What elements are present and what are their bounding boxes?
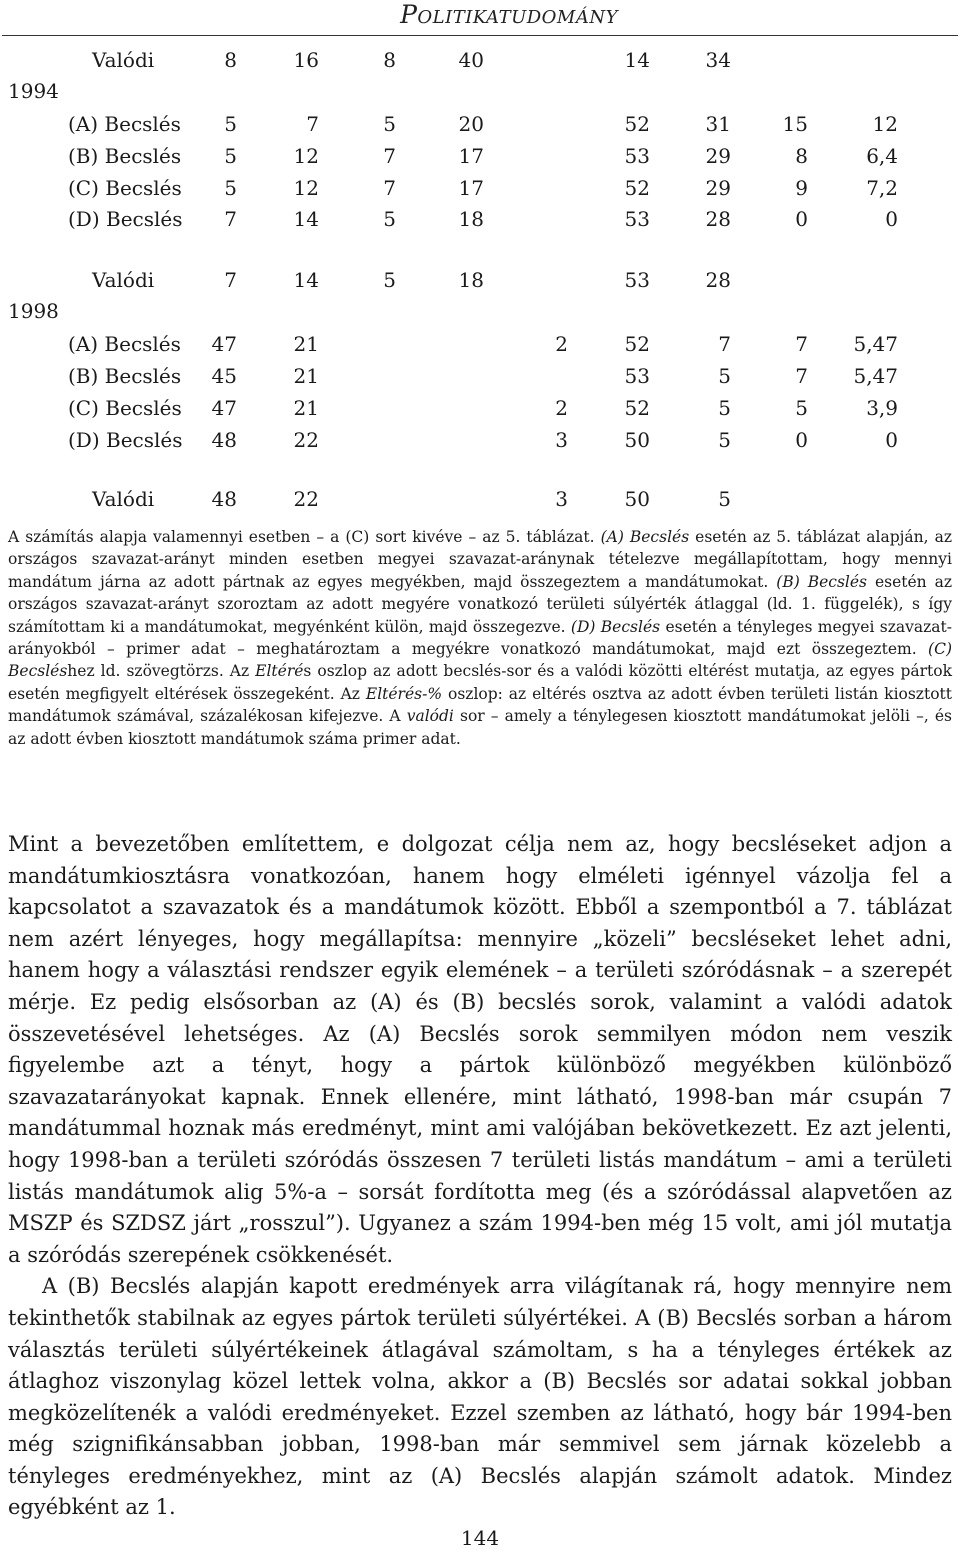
row-label: (B) Becslés [68,364,182,388]
table-cell: 5 [383,268,396,292]
table-cell: 0 [885,428,898,452]
table-row [0,395,960,421]
table-cell: 47 [211,396,237,420]
note-text-run: hez ld. szövegtörzs. Az [67,662,256,681]
table-cell: 9 [795,176,808,200]
table-cell: 45 [211,364,237,388]
table-cell: 8 [795,144,808,168]
table-cell: 29 [705,144,731,168]
row-label: (A) Becslés [68,332,181,356]
table-cell: 5 [383,207,396,231]
note-italic-term: Eltéré [255,662,304,681]
row-label: (B) Becslés [68,144,182,168]
table-cell: 16 [293,48,319,72]
table-cell: 22 [293,487,319,511]
table-row [0,111,960,137]
table-cell: 52 [624,112,650,136]
table-cell: 15 [782,112,808,136]
table-cell: 52 [624,396,650,420]
note-italic-term: (D) Becslés [570,617,661,636]
note-italic-term: (B) Becslés [776,572,867,591]
table-cell: 5 [795,396,808,420]
table-cell: 22 [293,428,319,452]
table-cell: 47 [211,332,237,356]
row-label: (D) Becslés [68,428,183,452]
table-cell: 5 [224,176,237,200]
table-row [0,143,960,169]
table-cell: 5 [718,487,731,511]
table-cell: 21 [293,364,319,388]
table-cell: 28 [705,268,731,292]
header-rule [2,35,958,36]
table-note [8,526,952,750]
table-cell: 21 [293,396,319,420]
body-text [8,829,952,1524]
running-header [0,0,960,40]
table-cell: 12 [293,176,319,200]
table-cell: 7,2 [866,176,898,200]
table-cell: 12 [293,144,319,168]
table-cell: 7 [718,332,731,356]
table-note-text [8,526,952,750]
note-text-run: esetén az 5. táblázat alapján, az országos szavazat-arányt minden esetben megyei szavazat-aránynak tételezve megállapítottam, hogy mennyi mandátum járna az adott pártnak az egyes megyékben, majd összegeztem a mandátumokat. [8,528,952,591]
row-label: (C) Becslés [68,396,182,420]
note-text-run: A számítás alapja valamennyi esetben – a (C) sort kivéve – az 5. táblázat. [8,528,601,546]
table-row [0,427,960,453]
body-paragraph: Mint a bevezetőben említettem, e dolgozat célja nem az, hogy becsléseket adjon a mandátumkiosztásra vonatkozóan, hanem hogy elméleti igénnyel vázolja fel a kapcsolatot a szavazatok és a mandátumok között. Ebből a szempontból a 7. táblázat nem azért lényeges, hogy megállapítsa: mennyire „közeli” becsléseket lehet adni, hanem hogy a választási rendszer egyik elemének – a területi szóródásnak – a szerepét mérje. Ez pedig elsősorban az (A) és (B) becslés sorok, valamint a valódi adatok összevetésével lehetséges. Az (A) Becslés sorok semmilyen módon nem veszik figyelembe azt a tényt, hogy a pártok különböző megyékben különböző szavazatarányokat kapnak. Ennek ellenére, mint látható, 1998-ban már csupán 7 mandátummal hoznak más eredményt, mint ami valójában bekövetkezett. Ez azt jelenti, hogy 1998-ban a területi szóródás összesen 7 területi listás mandátum – ami a területi listás mandátumok alig 5%-a – sorsát fordította meg (és a szóródással alapvetően az MSZP és SZDSZ járt „rosszul”). Ugyanez a szám 1994-ben még 15 volt, ami jól mutatja a szóródás szerepének csökkenését. [8,832,952,1267]
table-cell: 17 [458,176,484,200]
row-label: (C) Becslés [68,176,182,200]
table-cell: 0 [885,207,898,231]
table-cell: 7 [795,332,808,356]
table-cell: 50 [624,487,650,511]
table-cell: 0 [795,207,808,231]
table-cell: 53 [624,144,650,168]
table-cell: 29 [705,176,731,200]
table-cell: 0 [795,428,808,452]
table-cell: 52 [624,332,650,356]
row-label: Valódi [92,48,155,72]
row-label: Valódi [92,268,155,292]
table-cell: 53 [624,207,650,231]
table-cell: 14 [293,207,319,231]
table-cell: 48 [211,428,237,452]
row-label: Valódi [92,487,155,511]
table-cell: 3,9 [866,396,898,420]
table-cell: 5,47 [853,332,898,356]
table-cell: 52 [624,176,650,200]
table-row [0,486,960,512]
journal-title: Politikatudomány [400,0,618,29]
table-cell: 5,47 [853,364,898,388]
row-label: (D) Becslés [68,207,183,231]
table-cell: 12 [872,112,898,136]
table-cell: 5 [718,396,731,420]
note-italic-term: (C) Becslés [8,640,952,681]
table-cell: 28 [705,207,731,231]
table-cell: 14 [624,48,650,72]
table-cell: 48 [211,487,237,511]
table-cell: 8 [224,48,237,72]
table-row [0,267,960,293]
note-italic-term: valódi [406,707,454,726]
note-text-run: esetén a tényleges megyei szavazat-arányokból – primer adat – meghatároztam a megyékre vonatkozó mandátumokat, majd ezt összegeztem. [8,617,953,659]
table-cell: 18 [458,268,484,292]
table-cell: 5 [224,112,237,136]
table-cell: 2 [555,396,568,420]
year-label: 1994 [8,79,59,103]
table-cell: 7 [383,144,396,168]
table-cell: 31 [705,112,731,136]
table-cell: 20 [458,112,484,136]
table-cell: 53 [624,268,650,292]
note-text-run: oszlop: az eltérés osztva az adott évben területi listán kiosztott mandátumok számával, százalékosan kifejezve. A [8,684,952,726]
note-italic-term: Eltérés-% [365,684,443,703]
table-cell: 7 [795,364,808,388]
table-cell: 3 [555,487,568,511]
table-cell: 14 [293,268,319,292]
table-cell: 18 [458,207,484,231]
table-cell: 21 [293,332,319,356]
table-cell: 5 [383,112,396,136]
table-cell: 40 [458,48,484,72]
table-row [0,331,960,357]
table-cell: 6,4 [866,144,898,168]
table-cell: 8 [383,48,396,72]
table-cell: 7 [306,112,319,136]
table-cell: 7 [224,207,237,231]
year-label: 1998 [8,299,59,323]
note-text-run: s oszlop az adott becslés-sor és a valódi közötti eltérést mutatja, az egyes pártok esetén megfigyelt eltérések összegeként. Az [8,662,952,703]
table-row [0,206,960,232]
row-label: (A) Becslés [68,112,181,136]
table-row [0,47,960,73]
page-number: 144 [460,1526,500,1550]
note-text-run: sor – amely a ténylegesen kiosztott mandátumokat jelöli –, és az adott évben kiosztott mandátumok száma primer adat. [8,707,952,748]
table-cell: 50 [624,428,650,452]
table-cell: 34 [705,48,731,72]
note-italic-term: (A) Becslés [600,528,690,546]
table-row [0,175,960,201]
table-cell: 3 [555,428,568,452]
table-cell: 2 [555,332,568,356]
table-cell: 53 [624,364,650,388]
body-paragraph: A (B) Becslés alapján kapott eredmények arra világítanak rá, hogy mennyire nem tekinthetők stabilnak az egyes pártok területi súlyértékei. A (B) Becslés sorban a három választás területi súlyértékeinek átlagával számoltam, s ha a tényleges értékek az átlaghoz viszonylag közel lettek volna, akkor a (B) Becslés sor adatai sokkal jobban megközelítenék a valódi eredményeket. Ezzel szemben az látható, hogy bár 1994-ben még szignifikánsabban jobban, 1998-ban már semmivel sem járnak közelebb a tényleges eredményekhez, mint az (A) Becslés alapján számolt adatok. Mindez egyébként az 1. [8,1274,952,1520]
note-text-run: esetén az országos szavazat-arányt szoroztam az adott megyére vonatkozó területi súlyérték átlaggal (ld. 1. függelék), s így számítottam ki a mandátumokat, megyénként külön, majd összegezve. [8,572,952,636]
table-cell: 17 [458,144,484,168]
table-cell: 7 [383,176,396,200]
table-row [0,363,960,389]
table-cell: 5 [718,428,731,452]
table-cell: 7 [224,268,237,292]
table-cell: 5 [224,144,237,168]
table-cell: 5 [718,364,731,388]
